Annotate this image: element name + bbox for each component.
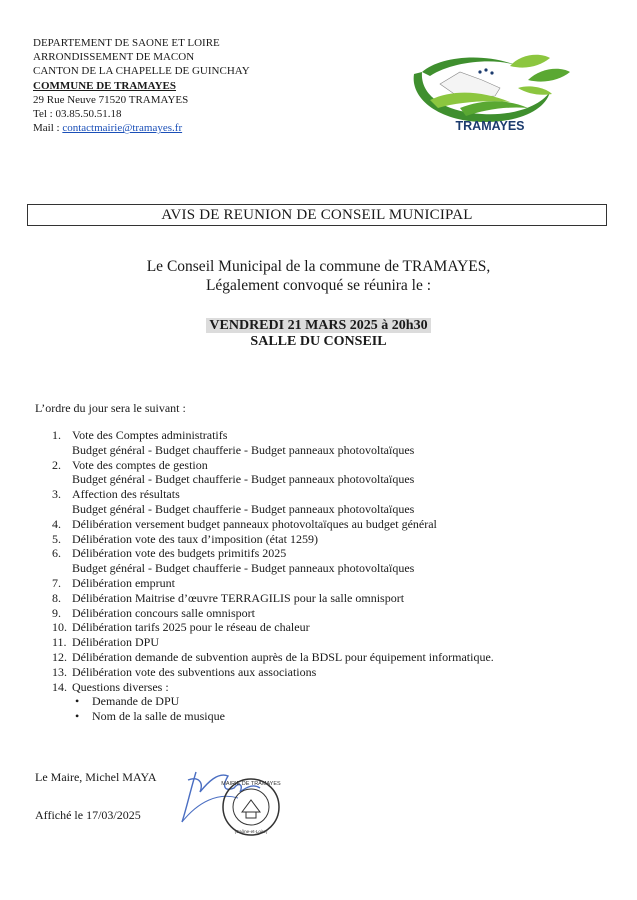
agenda-item-text: Vote des Comptes administratifs [72, 428, 228, 442]
department-line: DEPARTEMENT DE SAONE ET LOIRE [33, 37, 220, 49]
svg-text:MAIRIE DE TRAMAYES: MAIRIE DE TRAMAYES [221, 781, 281, 787]
arrondissement-line: ARRONDISSEMENT DE MACON [33, 51, 195, 64]
agenda-item-number: 1. [52, 428, 61, 442]
agenda-item-budgets: Budget général - Budget chaufferie - Budget panneaux photovoltaïques [72, 472, 415, 487]
agenda-item-number: 5. [52, 531, 61, 546]
agenda-item [0, 576, 637, 591]
agenda-item-text: Délibération concours salle omnisport [72, 605, 255, 620]
agenda-item-text: Affection des résultats [72, 487, 180, 502]
agenda-list [0, 428, 637, 724]
agenda-item [0, 665, 637, 680]
agenda-item-text: Questions diverses : [72, 679, 169, 694]
agenda-subitem: • Nom de la salle de musique [92, 709, 637, 724]
agenda-item-number: 4. [52, 516, 61, 531]
agenda-item-number: 10. [52, 620, 67, 635]
agenda-item [0, 428, 637, 458]
agenda-item-text: Vote des comptes de gestion [72, 457, 208, 472]
agenda-item [0, 487, 637, 517]
agenda-item [0, 635, 637, 650]
agenda-item-budgets: Budget général - Budget chaufferie - Budget panneaux photovoltaïques [72, 501, 415, 516]
agenda-item-number: 6. [52, 546, 61, 561]
agenda-item [0, 591, 637, 606]
agenda-item-number: 2. [52, 457, 61, 472]
agenda-item-number: 13. [52, 664, 67, 679]
agenda-item [0, 620, 637, 635]
notice-title: AVIS DE REUNION DE CONSEIL MUNICIPAL [27, 204, 607, 226]
agenda-item-text: Délibération Maitrise d’œuvre TERRAGILIS pour la salle omnisport [72, 590, 405, 605]
agenda-item [0, 606, 637, 621]
agenda-item [0, 517, 637, 532]
commune-name: COMMUNE DE TRAMAYES [33, 79, 177, 92]
agenda-item [0, 458, 637, 488]
agenda-item [0, 680, 637, 724]
mail-label: Mail : [33, 122, 63, 135]
agenda-item-number: 14. [52, 679, 67, 694]
svg-text:(Saône-et-Loire): (Saône-et-Loire) [234, 829, 268, 834]
meeting-date: VENDREDI 21 MARS 2025 à 20h30 [206, 318, 430, 333]
agenda-item-number: 12. [52, 649, 67, 664]
logo-text: TRAMAYES [455, 119, 525, 132]
logo-graphic [400, 44, 578, 132]
intro-line-1: Le Conseil Municipal de la commune de TRAMAYES, [146, 258, 491, 275]
agenda-item-number: 3. [52, 487, 61, 502]
agenda-item [0, 532, 637, 547]
mayor-name: Le Maire, Michel MAYA [35, 770, 157, 784]
agenda-item-text: Délibération vote des subventions aux associations [72, 664, 317, 679]
agenda-item-text: Délibération vote des taux d’imposition (état 1259) [72, 531, 318, 546]
phone-line: Tel : 03.85.50.51.18 [33, 108, 122, 121]
agenda-item-number: 11. [52, 635, 67, 650]
meeting-place: SALLE DU CONSEIL [250, 334, 387, 349]
town-hall-seal [220, 776, 282, 838]
tramayes-logo [400, 44, 578, 132]
mail-line [33, 121, 250, 135]
agenda-intro: L’ordre du jour sera le suivant : [35, 401, 186, 415]
agenda-item [0, 546, 637, 576]
address-line: 29 Rue Neuve 71520 TRAMAYES [33, 93, 189, 106]
agenda-item-text: Délibération vote des budgets primitifs 2025 [72, 546, 287, 561]
agenda-item-number: 8. [52, 590, 61, 605]
posted-date: Affiché le 17/03/2025 [35, 808, 141, 822]
mail-link[interactable]: contactmairie@tramayes.fr [62, 122, 183, 135]
agenda-item-text: Délibération DPU [72, 635, 159, 650]
agenda-item-text: Délibération versement budget panneaux photovoltaïques au budget général [72, 516, 437, 531]
agenda-item-number: 7. [52, 575, 61, 590]
agenda-item [0, 650, 637, 665]
agenda-item-number: 9. [52, 605, 61, 620]
agenda-subitem: • Demande de DPU [92, 694, 637, 709]
letterhead [33, 36, 250, 135]
canton-line: CANTON DE LA CHAPELLE DE GUINCHAY [33, 65, 250, 78]
intro-line-2: Légalement convoqué se réunira le : [205, 276, 432, 294]
agenda-item-text: Délibération demande de subvention auprès de la BDSL pour équipement informatique. [72, 649, 494, 664]
agenda-item-text: Délibération tarifs 2025 pour le réseau de chaleur [72, 620, 310, 635]
agenda-item-budgets: Budget général - Budget chaufferie - Budget panneaux photovoltaïques [72, 442, 415, 457]
meeting-details [0, 318, 637, 350]
agenda-item-budgets: Budget général - Budget chaufferie - Budget panneaux photovoltaïques [72, 561, 415, 576]
intro-text [0, 258, 637, 295]
agenda-item-text: Délibération emprunt [72, 575, 175, 590]
